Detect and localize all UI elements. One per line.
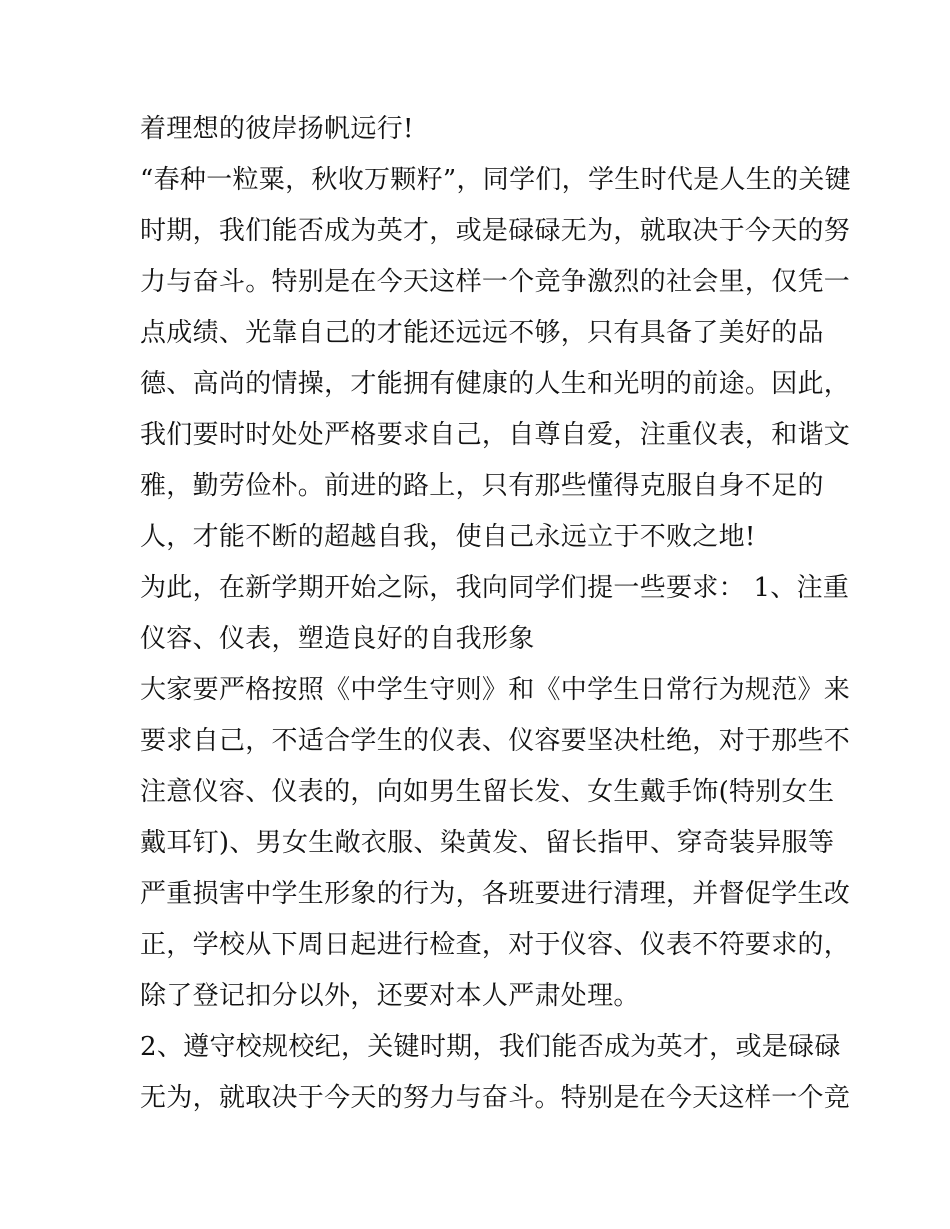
text-line: 点成绩、光靠自己的才能还远远不够，只有具备了美好的品 — [140, 318, 824, 348]
text-line: 要求自己，不适合学生的仪表、仪容要坚决杜绝，对于那些不 — [140, 726, 851, 756]
text-line: “春种一粒粟，秋收万颗籽”，同学们，学生时代是人生的关键 — [140, 165, 851, 195]
text-line: 德、高尚的情操，才能拥有健康的人生和光明的前途。因此， — [140, 369, 851, 399]
text-line: 时期，我们能否成为英才，或是碌碌无为，就取决于今天的努 — [140, 216, 851, 246]
text-line: 严重损害中学生形象的行为，各班要进行清理，并督促学生改 — [140, 879, 851, 909]
text-line: 无为，就取决于今天的努力与奋斗。特别是在今天这样一个竞 — [140, 1083, 851, 1113]
text-line: 戴耳钉)、男女生敞衣服、染黄发、留长指甲、穿奇装异服等 — [140, 828, 835, 858]
text-line: 雅，勤劳俭朴。前进的路上，只有那些懂得克服自身不足的 — [140, 471, 824, 501]
text-line: 正，学校从下周日起进行检查，对于仪容、仪表不符要求的， — [140, 930, 851, 960]
text-line: 我们要时时处处严格要求自己，自尊自爱，注重仪表，和谐文 — [140, 420, 851, 450]
text-line: 大家要严格按照《中学生守则》和《中学生日常行为规范》来 — [140, 675, 851, 705]
body-text — [140, 104, 851, 1124]
text-line: 注意仪容、仪表的，向如男生留长发、女生戴手饰(特别女生 — [140, 777, 835, 807]
text-line: 着理想的彼岸扬帆远行! — [140, 114, 414, 144]
text-line: 2、遵守校规校纪，关键时期，我们能否成为英才，或是碌碌 — [140, 1032, 841, 1062]
text-line: 为此，在新学期开始之际，我向同学们提一些要求： 1、注重 — [140, 573, 850, 603]
text-line: 人，才能不断的超越自我，使自己永远立于不败之地! — [140, 522, 756, 552]
text-line: 除了登记扣分以外，还要对本人严肃处理。 — [140, 981, 640, 1011]
text-line: 仪容、仪表，塑造良好的自我形象 — [140, 624, 535, 654]
text-line: 力与奋斗。特别是在今天这样一个竞争激烈的社会里，仅凭一 — [140, 267, 851, 297]
